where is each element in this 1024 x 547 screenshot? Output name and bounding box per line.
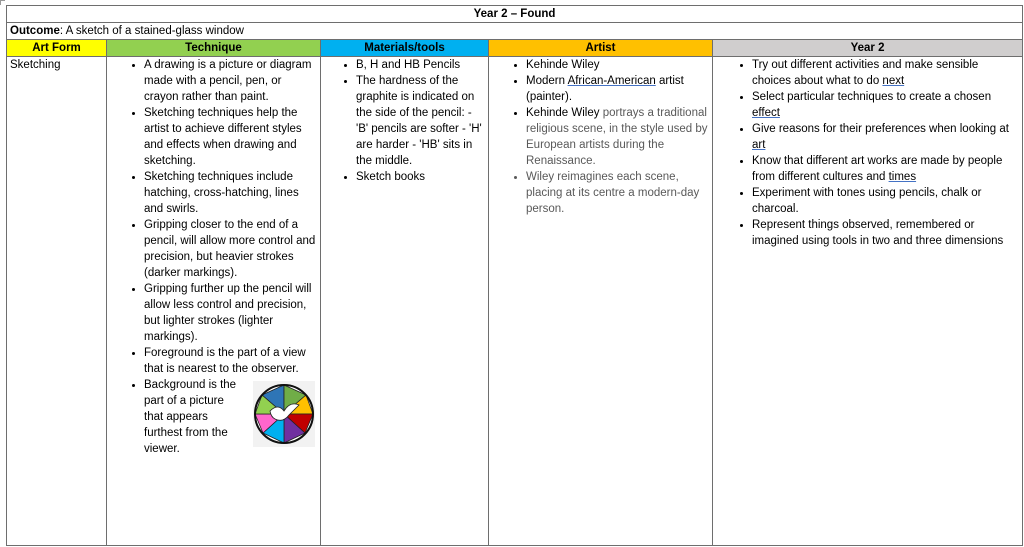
artist-cell	[489, 57, 713, 546]
next-link[interactable]: next	[882, 75, 905, 87]
header-artist: Artist	[489, 40, 713, 57]
list-item: • Sketch books	[356, 169, 485, 185]
materials-cell	[321, 57, 489, 546]
list-item: • A drawing is a picture or diagram made with a pencil, pen, or crayon rather than paint.	[144, 57, 317, 105]
list-item	[752, 57, 1019, 89]
artist-painter-text: artist (painter).	[526, 75, 684, 103]
list-item: • Sketching techniques include hatching, cross-hatching, lines and swirls.	[144, 169, 317, 217]
header-year: Year 2	[713, 40, 1023, 57]
header-art-form: Art Form	[7, 40, 107, 57]
artist-name-text: Kehinde Wiley	[526, 107, 603, 119]
artist-modern-text: Modern	[526, 75, 568, 87]
list-item: • Kehinde Wiley	[526, 57, 709, 73]
materials-list	[332, 57, 485, 185]
curriculum-table	[6, 5, 1023, 546]
effect-link[interactable]: effect	[752, 107, 780, 119]
title-row	[7, 6, 1023, 23]
art-form-cell: Sketching	[7, 57, 107, 546]
african-american-link[interactable]: African-American	[567, 75, 656, 87]
technique-list	[120, 57, 317, 457]
list-item: • Gripping closer to the end of a pencil, will allow more control and precision, but heavier strokes (darker markings).	[144, 217, 317, 281]
content-row	[7, 57, 1023, 546]
year-item-text: Try out different activities and make sensible choices about what to do	[752, 59, 979, 87]
art-link[interactable]: art	[752, 139, 766, 151]
outcome-row	[7, 23, 1023, 40]
outcome-label: Outcome	[10, 25, 60, 37]
list-item	[526, 73, 709, 105]
list-item: • Wiley reimagines each scene, placing at its centre a modern-day person.	[526, 169, 709, 217]
header-materials: Materials/tools	[321, 40, 489, 57]
times-link[interactable]: times	[888, 171, 917, 183]
list-item	[752, 121, 1019, 153]
list-item: • B, H and HB Pencils	[356, 57, 485, 73]
artist-list	[502, 57, 709, 217]
header-technique: Technique	[107, 40, 321, 57]
year-item-text: Select particular techniques to create a chosen	[752, 91, 992, 103]
year-item-text: Give reasons for their preferences when looking at	[752, 123, 1009, 135]
list-item-background	[144, 377, 317, 457]
list-item: • Represent things observed, remembered or imagined using tools in two and three dimensions	[752, 217, 1019, 249]
list-item: • Sketching techniques help the artist to achieve different styles and effects when drawing and sketching.	[144, 105, 317, 169]
stained-glass-dove-icon	[253, 381, 315, 447]
page-title: Year 2 – Found	[7, 6, 1023, 23]
list-item: • Foreground is the part of a view that is nearest to the observer.	[144, 345, 317, 377]
outcome-cell	[7, 23, 1023, 40]
list-item	[526, 105, 709, 169]
list-item: • Gripping further up the pencil will allow less control and precision, but lighter strokes (lighter markings).	[144, 281, 317, 345]
list-item: • The hardness of the graphite is indicated on the side of the pencil: - 'B' pencils are softer - 'H' are harder - 'HB' sits in the middle.	[356, 73, 485, 169]
technique-cell	[107, 57, 321, 546]
outcome-text: : A sketch of a stained-glass window	[59, 25, 244, 37]
list-item	[752, 153, 1019, 185]
page-corner-mark	[0, 0, 5, 5]
year-list	[728, 57, 1019, 249]
background-text: • Background is the part of a picture that appears furthest from the viewer.	[144, 379, 237, 455]
year-cell	[713, 57, 1023, 546]
year-item-text: Know that different art works are made by people from different cultures and	[752, 155, 1003, 183]
header-row	[7, 40, 1023, 57]
list-item	[752, 89, 1019, 121]
artist-portrays-text: portrays a traditional religious scene, in the style used by European artists during the Renaissance.	[526, 107, 708, 167]
list-item: • Experiment with tones using pencils, chalk or charcoal.	[752, 185, 1019, 217]
